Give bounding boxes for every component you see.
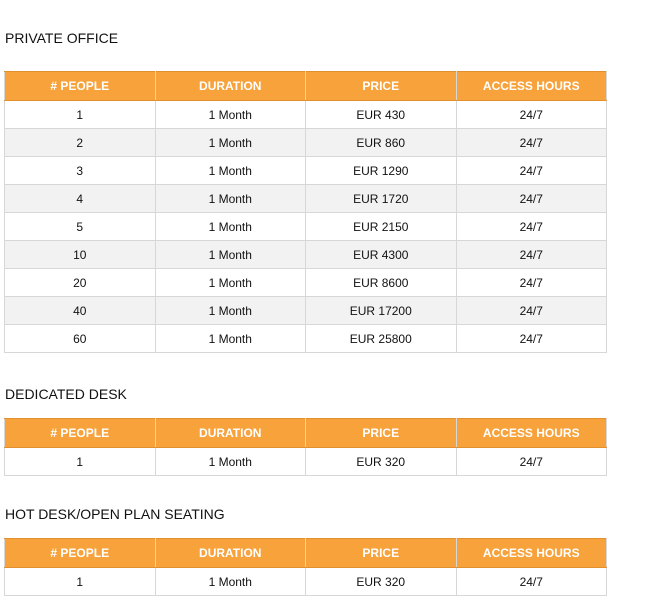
table-row [5,568,607,596]
cell-access-hours: 24/7 [456,129,607,157]
cell-price: EUR 320 [306,448,457,476]
cell-access-hours: 24/7 [456,325,607,353]
table-row [5,325,607,353]
table-row [5,213,607,241]
cell-access-hours: 24/7 [456,269,607,297]
cell-price: EUR 430 [306,101,457,129]
cell-access-hours: 24/7 [456,185,607,213]
cell-access-hours: 24/7 [456,213,607,241]
cell-duration: 1 Month [155,269,306,297]
cell-duration: 1 Month [155,448,306,476]
cell-duration: 1 Month [155,213,306,241]
cell-people: 2 [5,129,156,157]
cell-price: EUR 1290 [306,157,457,185]
column-header-duration: DURATION [155,72,306,101]
column-header-access-hours: ACCESS HOURS [456,72,607,101]
cell-people: 5 [5,213,156,241]
column-header-duration: DURATION [155,419,306,448]
cell-duration: 1 Month [155,185,306,213]
cell-price: EUR 17200 [306,297,457,325]
column-header-people: # PEOPLE [5,539,156,568]
cell-people: 1 [5,568,156,596]
column-header-access-hours: ACCESS HOURS [456,419,607,448]
cell-price: EUR 1720 [306,185,457,213]
cell-access-hours: 24/7 [456,297,607,325]
column-header-price: PRICE [306,419,457,448]
cell-access-hours: 24/7 [456,448,607,476]
table-row [5,297,607,325]
cell-people: 4 [5,185,156,213]
section-title-dedicated-desk: DEDICATED DESK [5,386,127,402]
cell-price: EUR 860 [306,129,457,157]
cell-duration: 1 Month [155,101,306,129]
cell-people: 1 [5,101,156,129]
cell-price: EUR 4300 [306,241,457,269]
section-title-hot-desk: HOT DESK/OPEN PLAN SEATING [5,506,225,522]
dedicated-desk-table [4,418,607,476]
cell-access-hours: 24/7 [456,241,607,269]
table-row [5,185,607,213]
column-header-price: PRICE [306,539,457,568]
table-header-row [5,539,607,568]
cell-price: EUR 2150 [306,213,457,241]
cell-duration: 1 Month [155,325,306,353]
table-row [5,129,607,157]
cell-duration: 1 Month [155,129,306,157]
cell-people: 10 [5,241,156,269]
cell-access-hours: 24/7 [456,568,607,596]
table-row [5,101,607,129]
cell-duration: 1 Month [155,297,306,325]
column-header-people: # PEOPLE [5,419,156,448]
cell-price: EUR 320 [306,568,457,596]
table-header-row [5,72,607,101]
column-header-people: # PEOPLE [5,72,156,101]
cell-people: 40 [5,297,156,325]
table-row [5,448,607,476]
cell-duration: 1 Month [155,241,306,269]
cell-price: EUR 25800 [306,325,457,353]
table-header-row [5,419,607,448]
table-row [5,241,607,269]
cell-access-hours: 24/7 [456,157,607,185]
table-row [5,157,607,185]
private-office-table [4,71,607,353]
cell-duration: 1 Month [155,568,306,596]
section-title-private-office: PRIVATE OFFICE [5,30,119,46]
cell-access-hours: 24/7 [456,101,607,129]
hot-desk-table [4,538,607,596]
cell-people: 1 [5,448,156,476]
cell-people: 3 [5,157,156,185]
column-header-access-hours: ACCESS HOURS [456,539,607,568]
cell-people: 20 [5,269,156,297]
cell-duration: 1 Month [155,157,306,185]
table-row [5,269,607,297]
column-header-price: PRICE [306,72,457,101]
column-header-duration: DURATION [155,539,306,568]
cell-price: EUR 8600 [306,269,457,297]
cell-people: 60 [5,325,156,353]
